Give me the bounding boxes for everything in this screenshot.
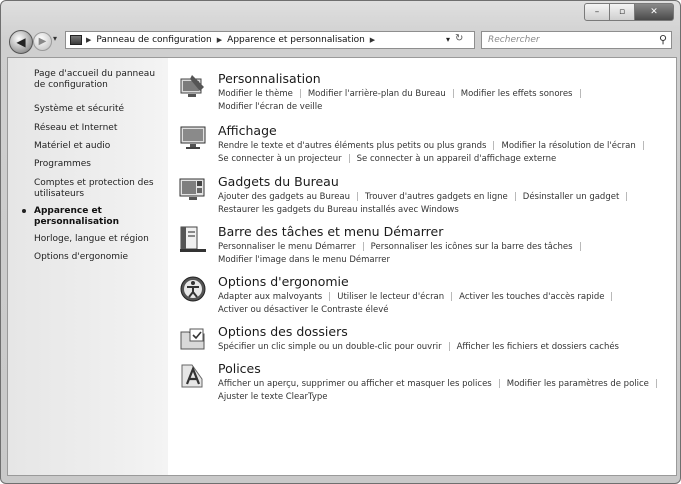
folder-options-icon[interactable] [178, 324, 208, 354]
task-links [218, 205, 459, 215]
task-links [218, 305, 389, 315]
task-link[interactable]: Se connecter à un appareil d'affichage externe [356, 154, 557, 164]
search-icon[interactable]: ⚲ [658, 33, 667, 46]
breadcrumb-separator-icon[interactable]: ▶ [86, 36, 92, 44]
task-link[interactable]: Utiliser le lecteur d'écran [337, 292, 445, 302]
address-bar[interactable] [65, 31, 475, 49]
task-link[interactable]: Adapter aux malvoyants [218, 292, 323, 302]
category-personalization [178, 71, 668, 115]
task-link[interactable]: Personnaliser le menu Démarrer [218, 242, 356, 252]
search-box[interactable] [481, 31, 672, 49]
maximize-button[interactable]: ▫ [610, 3, 634, 21]
category-title[interactable]: Polices [218, 361, 261, 376]
back-arrow-icon: ◀ [16, 35, 26, 49]
breadcrumb-appearance[interactable]: Apparence et personnalisation [227, 35, 365, 45]
breadcrumb-separator-icon[interactable]: ▶ [216, 36, 223, 44]
task-link[interactable]: Ajuster le texte ClearType [218, 392, 328, 402]
category-title[interactable]: Options des dossiers [218, 324, 348, 339]
minimize-button[interactable]: – [584, 3, 610, 21]
category-gadgets [178, 174, 668, 218]
task-links [218, 102, 322, 112]
sidebar-item-label: Apparence et personnalisation [34, 206, 119, 227]
task-link[interactable]: Personnaliser les icônes sur la barre des tâches [370, 242, 573, 252]
current-item-bullet-icon [22, 209, 26, 213]
task-link[interactable]: Afficher un aperçu, supprimer ou afficher et masquer les polices [218, 379, 492, 389]
task-link[interactable]: Trouver d'autres gadgets en ligne [365, 192, 508, 202]
content-area [7, 57, 677, 476]
category-taskbar [178, 224, 668, 268]
personalization-icon[interactable] [178, 71, 208, 101]
sidebar-item-accounts[interactable]: Comptes et protection des utilisateurs [34, 178, 154, 199]
task-link[interactable]: Modifier les effets sonores [460, 89, 573, 99]
task-links [218, 392, 328, 402]
task-links [218, 154, 556, 164]
category-title[interactable]: Affichage [218, 123, 277, 138]
task-link[interactable]: Modifier la résolution de l'écran [501, 141, 636, 151]
task-link[interactable]: Afficher les fichiers et dossiers cachés [456, 342, 619, 352]
sidebar-item-appearance[interactable] [34, 206, 164, 228]
task-links [218, 242, 588, 252]
task-link[interactable]: Ajouter des gadgets au Bureau [218, 192, 351, 202]
sidebar-item-ease-of-access[interactable]: Options d'ergonomie [34, 252, 129, 262]
task-link[interactable]: Restaurer les gadgets du Bureau installés avec Windows [218, 205, 459, 215]
task-link[interactable]: Modifier l'image dans le menu Démarrer [218, 255, 390, 265]
task-link[interactable]: Spécifier un clic simple ou un double-clic pour ouvrir [218, 342, 442, 352]
sidebar-item-system-security[interactable]: Système et sécurité [34, 104, 125, 114]
task-link[interactable]: Se connecter à un projecteur [218, 154, 342, 164]
control-panel-icon [70, 35, 82, 45]
sidebar-item-programs[interactable]: Programmes [34, 159, 91, 169]
sidebar-item-network[interactable]: Réseau et Internet [34, 123, 118, 133]
task-link[interactable]: Modifier l'écran de veille [218, 102, 323, 112]
task-link[interactable]: Modifier le thème [218, 89, 293, 99]
caption-buttons [584, 3, 674, 21]
sidebar [8, 58, 168, 475]
task-link[interactable]: Modifier les paramètres de police [506, 379, 649, 389]
forward-button[interactable] [33, 32, 52, 51]
category-title[interactable]: Barre des tâches et menu Démarrer [218, 224, 444, 239]
sidebar-item-home[interactable]: Page d'accueil du panneau de configuration [34, 69, 156, 90]
back-button[interactable] [9, 30, 33, 54]
task-link[interactable]: Activer les touches d'accès rapide [459, 292, 605, 302]
task-link[interactable]: Modifier l'arrière-plan du Bureau [307, 89, 446, 99]
task-links [218, 141, 651, 151]
task-links [218, 255, 390, 265]
task-links [218, 342, 619, 352]
forward-arrow-icon: ▶ [38, 36, 47, 47]
task-links [218, 379, 664, 389]
category-list [168, 58, 676, 475]
breadcrumb-separator-icon[interactable]: ▶ [369, 36, 376, 44]
search-placeholder: Rechercher [488, 35, 540, 45]
category-title[interactable]: Options d'ergonomie [218, 274, 349, 289]
task-link[interactable]: Activer ou désactiver le Contraste élevé [218, 305, 389, 315]
task-links [218, 192, 634, 202]
category-fonts [178, 361, 668, 405]
display-icon[interactable] [178, 123, 208, 153]
ease-of-access-icon[interactable] [178, 274, 208, 304]
sidebar-item-hardware[interactable]: Matériel et audio [34, 141, 111, 151]
sidebar-item-clock-language[interactable]: Horloge, langue et région [34, 234, 149, 244]
taskbar-icon[interactable] [178, 224, 208, 254]
close-button[interactable]: ✕ [634, 3, 674, 21]
address-dropdown-icon[interactable]: ▾ [445, 35, 450, 44]
category-folder-options [178, 324, 668, 356]
recent-pages-dropdown[interactable]: ▾ [53, 34, 58, 43]
breadcrumb-control-panel[interactable]: Panneau de configuration [96, 35, 212, 45]
task-link[interactable]: Désinstaller un gadget [522, 192, 620, 202]
gadgets-icon[interactable] [178, 174, 208, 204]
task-link[interactable]: Rendre le texte et d'autres éléments plus petits ou plus grands [218, 141, 487, 151]
navigation-bar [7, 29, 675, 53]
category-title[interactable]: Gadgets du Bureau [218, 174, 339, 189]
category-title[interactable]: Personnalisation [218, 71, 321, 86]
category-ease-of-access [178, 274, 668, 318]
task-links [218, 89, 588, 99]
fonts-icon[interactable] [178, 361, 208, 391]
category-display [178, 123, 668, 167]
task-links [218, 292, 619, 302]
refresh-icon[interactable]: ↻ [455, 33, 464, 44]
